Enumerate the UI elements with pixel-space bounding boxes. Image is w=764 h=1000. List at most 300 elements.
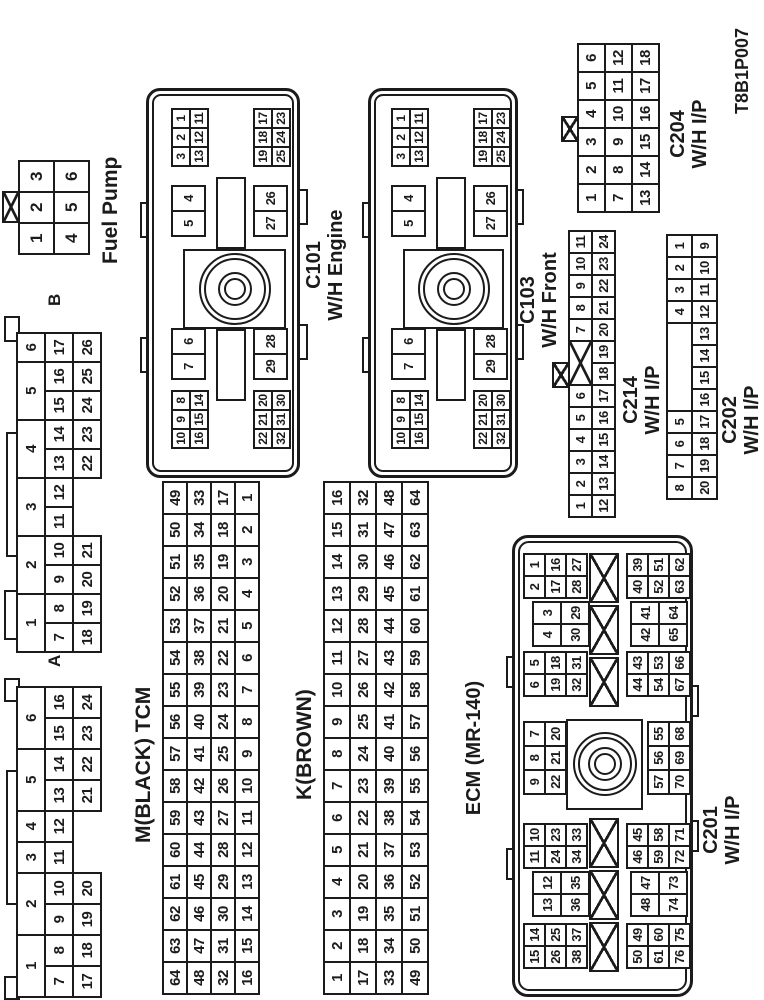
pin-cell: 35	[375, 897, 403, 931]
pin-cell: 8	[234, 705, 260, 739]
connector-c101-body	[146, 88, 300, 478]
pin-cell: 17	[349, 961, 377, 995]
c101-pin-block	[171, 392, 207, 449]
pin-cell: 42	[630, 623, 660, 647]
c201-label	[700, 730, 745, 930]
pin-cell: 12	[189, 127, 209, 148]
pin-cell: 6	[234, 641, 260, 675]
pin-cell: 20	[253, 390, 273, 411]
pin-cell: 18	[631, 43, 660, 73]
pin-cell: 14	[234, 897, 260, 931]
pin-cell: 57	[162, 737, 188, 771]
ecm-pin-block	[523, 653, 586, 697]
pin-cell: 23	[591, 252, 616, 276]
pin-cell: 30	[349, 545, 377, 579]
pin-cell: 3	[18, 160, 55, 193]
pin-cell: 16	[591, 406, 616, 430]
pin-cell: 35	[186, 545, 212, 579]
pin-cell: 5	[577, 71, 606, 101]
keying-slot	[216, 177, 246, 249]
pin-cell: 18	[72, 934, 102, 967]
pin-cell: 8	[523, 745, 546, 771]
pin-cell: 61	[647, 945, 670, 969]
pin-cell: 17	[631, 71, 660, 101]
ecm-label	[463, 648, 485, 848]
c201-subtitle: W/H I/P	[722, 795, 745, 865]
pin-cell: 17	[72, 965, 102, 998]
pin-cell: 56	[647, 745, 670, 771]
tcm-connector-b-label: B	[45, 293, 64, 306]
pin-cell: 10	[691, 256, 718, 280]
pin-cell: 13	[234, 865, 260, 899]
pin-cell: 34	[375, 929, 403, 963]
pin-cell: 31	[349, 513, 377, 547]
crossed-box	[589, 553, 619, 603]
pin-cell: 43	[375, 641, 403, 675]
ecm-pin-block	[630, 873, 686, 917]
pin-cell: 5	[234, 609, 260, 643]
pin-cell: 13	[323, 577, 351, 611]
pin-cell: 1	[323, 961, 351, 995]
pin-cell: 21	[473, 409, 493, 430]
pin-cell: 15	[691, 366, 718, 390]
ecm-pin-block	[626, 825, 689, 869]
pin-cell: 34	[186, 513, 212, 547]
pin-cell: 26	[253, 185, 288, 212]
pin-cell: 23	[210, 673, 236, 707]
crossed-box	[589, 870, 619, 920]
pin-cell: 6	[53, 160, 90, 193]
pin-cell: 37	[375, 833, 403, 867]
c204-pin-grid	[577, 45, 658, 213]
pin-cell: 25	[491, 146, 511, 167]
pin-cell: 33	[186, 481, 212, 515]
pin-cell: 22	[591, 274, 616, 298]
pin-cell: 4	[666, 300, 693, 324]
pin-cell: 54	[647, 673, 670, 697]
ecm-pin-block	[626, 925, 689, 969]
pin-cell: 20	[691, 476, 718, 500]
pin-cell: 22	[473, 428, 493, 449]
pin-cell: 16	[44, 686, 74, 719]
ecm-pin-block	[523, 555, 586, 599]
c101-subtitle: W/H Engine	[325, 209, 348, 321]
pin-cell: 32	[349, 481, 377, 515]
pin-cell: 26	[473, 185, 508, 212]
ecm-pin-block	[626, 653, 689, 697]
pin-cell: 23	[72, 717, 102, 750]
pin-cell: 61	[401, 577, 429, 611]
c204-label	[667, 34, 712, 234]
c103-pin-block	[473, 392, 509, 449]
pin-cell: 39	[375, 769, 403, 803]
pin-cell: 32	[271, 428, 291, 449]
pin-cell: 24	[271, 127, 291, 148]
pin-cell: 19	[591, 340, 616, 364]
pin-cell: 10	[44, 535, 74, 566]
c202-label	[719, 320, 764, 520]
pin-cell: 25	[72, 361, 102, 392]
pin-cell: 7	[323, 769, 351, 803]
pin-cell: 3	[16, 841, 46, 874]
pin-cell: 25	[349, 705, 377, 739]
pin-cell: 11	[409, 108, 429, 129]
pin-cell: 24	[591, 230, 616, 254]
connector-c103-body	[368, 88, 518, 478]
pin-cell: 12	[234, 833, 260, 867]
pin-cell: 33	[375, 961, 403, 995]
pin-cell: 23	[544, 823, 567, 847]
pin-cell: 63	[401, 513, 429, 547]
pin-cell: 16	[189, 428, 209, 449]
c214-subtitle: W/H I/P	[642, 365, 665, 435]
center-bolt	[403, 249, 504, 329]
pin-cell: 68	[668, 721, 691, 747]
pin-cell: 11	[44, 506, 74, 537]
pin-cell: 64	[162, 961, 188, 995]
pin-cell: 44	[186, 833, 212, 867]
c103-pin-block	[473, 110, 509, 167]
pin-cell: 2	[234, 513, 260, 547]
pin-cell: 17	[544, 575, 567, 599]
pin-cell: 63	[162, 929, 188, 963]
pin-cell: 17	[591, 384, 616, 408]
pin-cell: 30	[271, 390, 291, 411]
ecm-pin-block	[626, 555, 689, 599]
center-bolt	[566, 719, 643, 810]
pin-cell: 21	[72, 779, 102, 812]
pin-cell: 1	[18, 222, 55, 255]
pin-cell: 39	[186, 673, 212, 707]
pin-cell: 21	[349, 833, 377, 867]
pin-cell: 27	[565, 553, 588, 577]
pin-cell: 9	[523, 769, 546, 795]
pin-cell: 7	[44, 622, 74, 653]
c101-pin-block	[253, 110, 289, 167]
pin-cell: 5	[53, 191, 90, 224]
pin-cell: 51	[647, 553, 670, 577]
c201-title: C201	[700, 806, 722, 854]
pin-cell: 13	[691, 322, 718, 346]
fuel-pump-label: Fuel Pump	[99, 156, 122, 264]
drawing-code: T8B1P007	[732, 27, 752, 114]
pin-cell: 2	[391, 127, 411, 148]
pin-cell: 57	[647, 769, 670, 795]
pin-cell: 21	[253, 409, 273, 430]
pin-cell: 16	[234, 961, 260, 995]
pin-cell: 52	[401, 865, 429, 899]
pin-cell: 71	[668, 823, 691, 847]
pin-cell: 43	[186, 801, 212, 835]
pin-cell: 21	[544, 745, 567, 771]
pin-cell: 44	[375, 609, 403, 643]
pin-cell: 58	[401, 673, 429, 707]
pin-cell: 24	[72, 686, 102, 719]
c202-title: C202	[719, 396, 741, 444]
pin-cell: 30	[560, 623, 590, 647]
pin-cell: 28	[349, 609, 377, 643]
pin-cell: 10	[604, 99, 633, 129]
pin-cell: 19	[349, 897, 377, 931]
pin-cell: 42	[375, 673, 403, 707]
pin-cell: 28	[473, 328, 508, 355]
pin-cell: 40	[375, 737, 403, 771]
pin-cell: 27	[210, 801, 236, 835]
pin-cell: 26	[349, 673, 377, 707]
pin-cell: 15	[591, 428, 616, 452]
pin-cell: 13	[44, 779, 74, 812]
pin-cell: 25	[210, 737, 236, 771]
pin-cell: 18	[210, 513, 236, 547]
pin-cell: 3	[323, 897, 351, 931]
c202-pin-grid	[666, 236, 716, 500]
pin-cell: 45	[626, 823, 649, 847]
pin-cell: 53	[162, 609, 188, 643]
pin-cell: 11	[523, 845, 546, 869]
c101-pin-block	[171, 187, 204, 237]
pin-cell: 30	[491, 390, 511, 411]
pin-cell: 36	[560, 893, 590, 917]
pin-cell: 8	[568, 296, 593, 320]
pin-cell: 7	[568, 318, 593, 342]
pin-cell: 38	[186, 641, 212, 675]
pin-cell: 6	[171, 328, 206, 355]
pin-cell: 22	[72, 448, 102, 479]
pin-cell: 16	[544, 553, 567, 577]
pin-cell: 11	[234, 801, 260, 835]
pin-cell: 47	[375, 513, 403, 547]
crossed-box	[589, 605, 619, 655]
pin-cell: 19	[253, 146, 273, 167]
pin-cell: 64	[658, 601, 688, 625]
pin-cell: 15	[523, 945, 546, 969]
pin-cell: 36	[186, 577, 212, 611]
ecm-pin-block	[647, 723, 689, 795]
pin-cell: 26	[544, 945, 567, 969]
pin-cell: 15	[323, 513, 351, 547]
pin-cell: 17	[210, 481, 236, 515]
pin-cell: 6	[577, 43, 606, 73]
pin-cell: 25	[271, 146, 291, 167]
pin-cell: 15	[409, 409, 429, 430]
pin-cell: 7	[44, 965, 74, 998]
pin-cell: 9	[604, 127, 633, 157]
pin-cell: 6	[16, 686, 46, 750]
pin-cell: 4	[16, 419, 46, 479]
pin-cell: 46	[186, 897, 212, 931]
pin-cell: 12	[323, 609, 351, 643]
pin-cell: 31	[210, 929, 236, 963]
pin-cell: 21	[72, 535, 102, 566]
c103-pin-block	[391, 187, 424, 237]
pin-cell: 60	[647, 923, 670, 947]
pin-cell: 19	[473, 146, 493, 167]
pin-cell: 36	[375, 865, 403, 899]
pin-cell: 65	[658, 623, 688, 647]
pin-cell: 4	[568, 428, 593, 452]
pin-cell: 22	[210, 641, 236, 675]
c204-subtitle: W/H I/P	[689, 99, 712, 169]
pin-cell: 11	[189, 108, 209, 129]
pin-cell: 11	[323, 641, 351, 675]
pin-cell: 2	[568, 472, 593, 496]
pin-cell: 4	[16, 810, 46, 843]
pin-cell: 15	[234, 929, 260, 963]
c103-pin-block	[473, 330, 506, 380]
pin-cell: 59	[162, 801, 188, 835]
pin-cell: 32	[210, 961, 236, 995]
pin-cell: 21	[591, 296, 616, 320]
pin-cell: 18	[544, 651, 567, 675]
pin-cell: 50	[626, 945, 649, 969]
pin-cell: 38	[565, 945, 588, 969]
pin-cell: 14	[523, 923, 546, 947]
pin-cell: 13	[409, 146, 429, 167]
pin-cell: 23	[271, 108, 291, 129]
pin-cell: 15	[44, 390, 74, 421]
pin-cell: 9	[323, 705, 351, 739]
pin-cell: 19	[544, 673, 567, 697]
c204-title: C204	[667, 110, 689, 158]
pin-cell: 32	[565, 673, 588, 697]
pin-cell: 69	[668, 745, 691, 771]
pin-cell: 5	[666, 410, 693, 434]
pin-cell: 28	[253, 328, 288, 355]
c103-pin-block	[391, 392, 427, 449]
pin-cell: 47	[186, 929, 212, 963]
pin-cell: 11	[691, 278, 718, 302]
pin-cell: 15	[189, 409, 209, 430]
center-bolt	[183, 249, 286, 329]
pin-cell: 1	[523, 553, 546, 577]
pin-cell: 19	[691, 454, 718, 478]
connector-c201-body	[512, 535, 693, 997]
pin-cell: 11	[44, 841, 74, 874]
pin-cell: 51	[162, 545, 188, 579]
pin-cell: 3	[391, 146, 411, 167]
pin-cell: 11	[604, 71, 633, 101]
pin-cell: 55	[162, 673, 188, 707]
pin-cell: 14	[631, 155, 660, 185]
pin-cell: 28	[565, 575, 588, 599]
pin-cell: 15	[631, 127, 660, 157]
pin-cell: 18	[253, 127, 273, 148]
pin-cell: 12	[409, 127, 429, 148]
pin-cell: 53	[401, 833, 429, 867]
pin-cell: 47	[630, 871, 660, 895]
pin-cell: 4	[171, 185, 206, 212]
pin-cell: 21	[210, 609, 236, 643]
pin-cell: 1	[171, 108, 191, 129]
pin-cell: 46	[626, 845, 649, 869]
crossed-box	[589, 818, 619, 868]
pin-cell: 9	[234, 737, 260, 771]
pin-cell: 31	[271, 409, 291, 430]
pin-cell: 12	[44, 477, 74, 508]
c101-pin-block	[253, 392, 289, 449]
pin-cell: 25	[544, 923, 567, 947]
pin-cell: 4	[391, 185, 426, 212]
pin-cell: 26	[210, 769, 236, 803]
pin-cell: 16	[44, 361, 74, 392]
pin-cell: 49	[401, 961, 429, 995]
pin-cell: 12	[591, 494, 616, 518]
pin-cell: 20	[591, 318, 616, 342]
fuel-pump-grid	[18, 162, 88, 255]
crossed-cell	[568, 340, 593, 386]
pin-cell: 22	[253, 428, 273, 449]
pin-cell: 23	[491, 108, 511, 129]
pin-cell: 18	[591, 362, 616, 386]
pin-cell: 33	[565, 823, 588, 847]
c101-label	[303, 165, 348, 365]
pin-cell: 22	[544, 769, 567, 795]
pin-cell: 5	[391, 210, 426, 237]
pin-cell: 9	[568, 274, 593, 298]
pin-cell: 9	[44, 903, 74, 936]
pin-cell: 20	[544, 721, 567, 747]
pin-cell: 76	[668, 945, 691, 969]
pin-cell: 5	[568, 406, 593, 430]
pin-cell: 19	[210, 545, 236, 579]
pin-cell: 49	[162, 481, 188, 515]
pin-cell: 51	[401, 897, 429, 931]
pin-cell: 10	[234, 769, 260, 803]
pin-cell: 12	[604, 43, 633, 73]
pin-cell: 50	[401, 929, 429, 963]
pin-cell: 62	[401, 545, 429, 579]
pin-cell: 13	[44, 448, 74, 479]
pin-cell: 5	[323, 833, 351, 867]
pin-cell: 37	[565, 923, 588, 947]
pin-cell: 72	[668, 845, 691, 869]
pin-cell: 43	[626, 651, 649, 675]
pin-cell: 20	[473, 390, 493, 411]
pin-cell: 17	[691, 410, 718, 434]
k-brown-label: K(BROWN)	[293, 689, 316, 800]
pin-cell: 19	[72, 593, 102, 624]
pin-cell: 16	[409, 428, 429, 449]
tcm-connector-a-label: A	[45, 654, 64, 667]
pin-cell: 6	[666, 432, 693, 456]
c214-title: C214	[620, 376, 642, 424]
pin-cell: 29	[473, 353, 508, 380]
c103-pin-block	[391, 330, 424, 380]
pin-cell: 1	[16, 593, 46, 653]
pin-cell: 58	[162, 769, 188, 803]
pin-cell: 19	[72, 903, 102, 936]
pin-cell: 20	[72, 564, 102, 595]
pin-cell: 24	[210, 705, 236, 739]
pin-cell: 5	[171, 210, 206, 237]
pin-cell: 48	[186, 961, 212, 995]
pin-cell: 12	[44, 810, 74, 843]
c214-pin-grid	[568, 232, 614, 518]
c214-label	[620, 300, 665, 500]
pin-cell: 13	[591, 472, 616, 496]
keying-slot	[216, 329, 246, 401]
pin-cell: 7	[171, 353, 206, 380]
pin-cell: 54	[162, 641, 188, 675]
pin-cell: 1	[666, 234, 693, 258]
c101-pin-block	[253, 330, 286, 380]
pin-cell	[666, 322, 693, 412]
pin-cell: 1	[234, 481, 260, 515]
pin-cell: 12	[532, 871, 562, 895]
pin-cell: 37	[186, 609, 212, 643]
pin-cell: 23	[72, 419, 102, 450]
pin-cell: 59	[401, 641, 429, 675]
